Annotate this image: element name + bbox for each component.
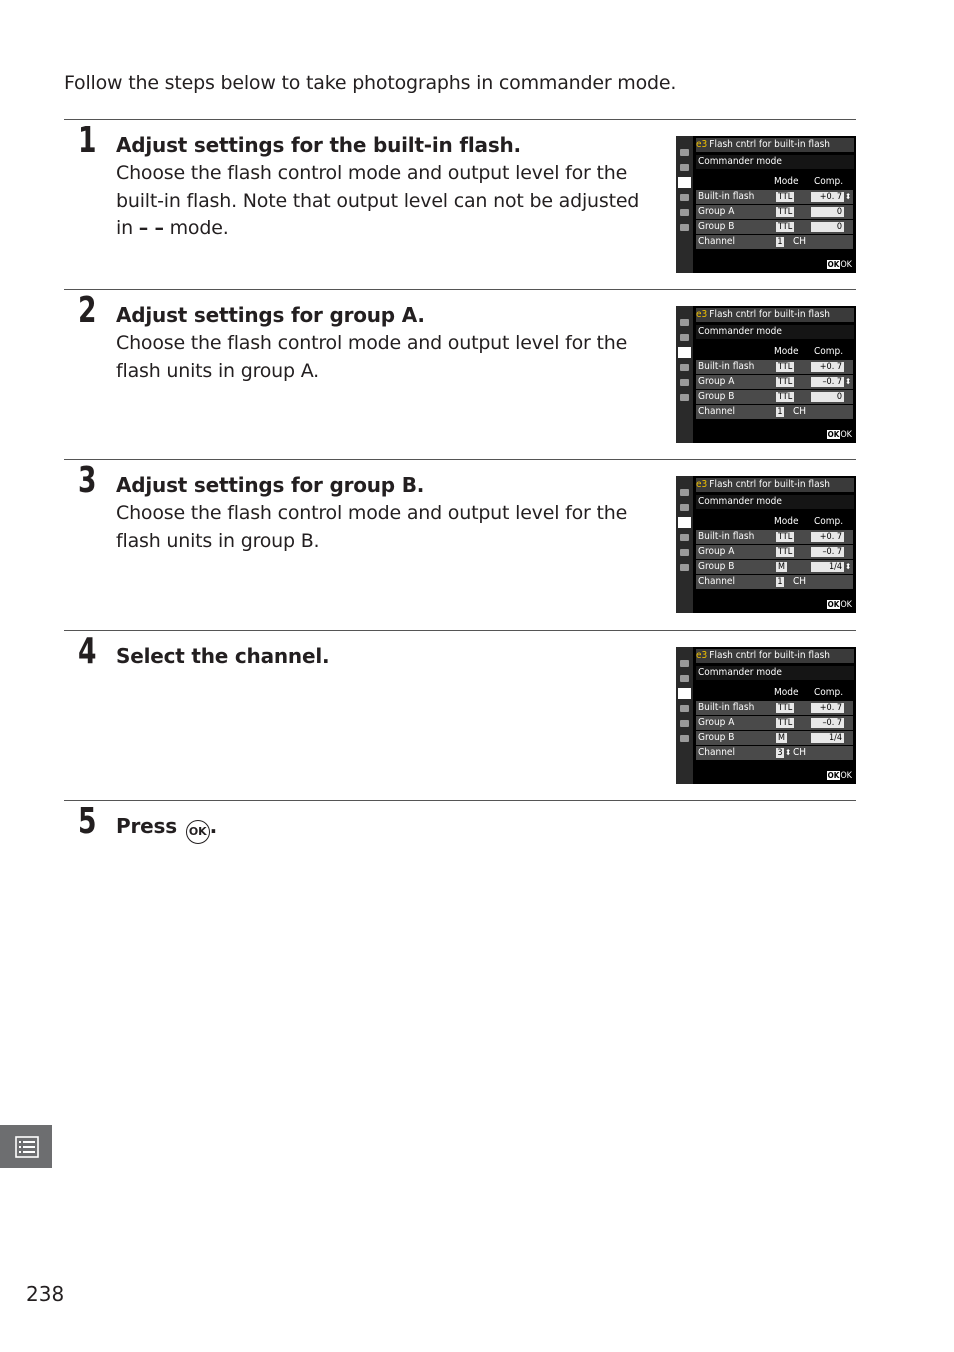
playback-menu-icon bbox=[680, 149, 689, 156]
row-label: Built-in flash bbox=[698, 361, 755, 372]
row-group-a bbox=[696, 545, 853, 559]
step-number: 3 bbox=[78, 460, 97, 501]
step-body-text-end: mode. bbox=[163, 217, 229, 239]
camera-screen bbox=[676, 306, 856, 443]
comp-value: –0. 7 bbox=[811, 377, 844, 387]
shooting-menu-icon bbox=[680, 504, 689, 511]
step-body: Choose the flash control mode and output level for the flash units in group B. bbox=[116, 502, 628, 552]
screen-header bbox=[696, 478, 854, 492]
menu-code: e3 bbox=[696, 309, 708, 320]
step-title: Select the channel. bbox=[116, 644, 330, 668]
row-label: Channel bbox=[698, 236, 735, 247]
comp-value: 0 bbox=[811, 222, 844, 232]
mode-value: TTL bbox=[778, 718, 793, 728]
up-down-arrow-icon: ⬍ bbox=[845, 192, 852, 201]
playback-menu-icon bbox=[680, 319, 689, 326]
retouch-menu-icon bbox=[680, 549, 689, 556]
step-number: 2 bbox=[78, 290, 97, 331]
row-label: Built-in flash bbox=[698, 531, 755, 542]
ok-hint bbox=[827, 429, 852, 441]
step-number: 4 bbox=[78, 631, 97, 672]
ok-hint bbox=[827, 770, 852, 782]
step-5 bbox=[64, 800, 856, 861]
channel-value: 1 bbox=[777, 577, 783, 587]
row-builtin bbox=[696, 530, 853, 544]
row-label: Channel bbox=[698, 406, 735, 417]
ok-hint bbox=[827, 599, 852, 611]
retouch-menu-icon bbox=[680, 379, 689, 386]
col-mode: Mode bbox=[774, 516, 799, 527]
mode-value: TTL bbox=[778, 362, 793, 372]
ok-label: OK bbox=[840, 260, 852, 270]
custom-settings-icon bbox=[678, 688, 691, 699]
comp-value: 1/4 bbox=[811, 562, 844, 572]
row-group-b bbox=[696, 560, 853, 574]
comp-value: 1/4 bbox=[811, 733, 844, 743]
col-mode: Mode bbox=[774, 176, 799, 187]
shooting-menu-icon bbox=[680, 675, 689, 682]
col-comp: Comp. bbox=[814, 687, 844, 698]
setup-menu-icon bbox=[680, 364, 689, 371]
camera-screen bbox=[676, 476, 856, 613]
ok-button-icon: OK bbox=[827, 260, 840, 269]
row-channel bbox=[696, 746, 853, 760]
row-label: Group A bbox=[698, 717, 735, 728]
row-label: Channel bbox=[698, 576, 735, 587]
mode-value: TTL bbox=[778, 392, 793, 402]
menu-list-icon bbox=[15, 1136, 39, 1158]
step-2 bbox=[64, 289, 856, 460]
intro-text: Follow the steps below to take photographs in commander mode. bbox=[64, 72, 677, 94]
custom-settings-icon bbox=[678, 517, 691, 528]
row-label: Group B bbox=[698, 391, 735, 402]
comp-value: 0 bbox=[811, 392, 844, 402]
my-menu-icon bbox=[680, 735, 689, 742]
ok-label: OK bbox=[840, 430, 852, 440]
screen-header bbox=[696, 308, 854, 322]
channel-value: 1 bbox=[777, 407, 783, 417]
row-group-b bbox=[696, 220, 853, 234]
row-label: Group A bbox=[698, 376, 735, 387]
ok-hint bbox=[827, 259, 852, 271]
comp-value: +0. 7 bbox=[811, 192, 844, 202]
row-label: Group B bbox=[698, 732, 735, 743]
up-down-arrow-icon: ⬍ bbox=[845, 562, 852, 571]
custom-settings-icon bbox=[678, 177, 691, 188]
ok-button-icon: OK bbox=[186, 820, 210, 844]
row-channel bbox=[696, 405, 853, 419]
menu-guide-tab bbox=[0, 1125, 52, 1168]
screen-subheader: Commander mode bbox=[696, 325, 854, 339]
screen-subheader: Commander mode bbox=[696, 155, 854, 169]
step-body-text: Choose the flash control mode and output level for the built-in flash. Note that output level can not be adjusted in bbox=[116, 162, 640, 239]
shooting-menu-icon bbox=[680, 164, 689, 171]
my-menu-icon bbox=[680, 564, 689, 571]
ok-label: OK bbox=[840, 771, 852, 781]
screen-header bbox=[696, 649, 854, 663]
retouch-menu-icon bbox=[680, 720, 689, 727]
step-body: Choose the flash control mode and output level for the flash units in group A. bbox=[116, 332, 628, 382]
shooting-menu-icon bbox=[680, 334, 689, 341]
mode-value: TTL bbox=[778, 547, 793, 557]
step-title: Adjust settings for group B. bbox=[116, 473, 425, 497]
camera-screen bbox=[676, 136, 856, 273]
camera-screen bbox=[676, 647, 856, 784]
row-builtin bbox=[696, 190, 853, 204]
comp-value: –0. 7 bbox=[811, 718, 844, 728]
step-title: Adjust settings for the built-in flash. bbox=[116, 133, 521, 157]
col-mode: Mode bbox=[774, 687, 799, 698]
row-channel bbox=[696, 575, 853, 589]
step-title-text: Press bbox=[116, 814, 184, 838]
mode-value: M bbox=[778, 562, 785, 572]
page-number: 238 bbox=[26, 1282, 65, 1306]
setup-menu-icon bbox=[680, 194, 689, 201]
mode-value: TTL bbox=[778, 192, 793, 202]
playback-menu-icon bbox=[680, 489, 689, 496]
col-comp: Comp. bbox=[814, 516, 844, 527]
channel-unit: CH bbox=[793, 236, 807, 247]
menu-code: e3 bbox=[696, 650, 708, 661]
row-builtin bbox=[696, 701, 853, 715]
mode-dashes: – – bbox=[138, 217, 164, 239]
col-mode: Mode bbox=[774, 346, 799, 357]
menu-sidebar bbox=[676, 647, 693, 784]
setup-menu-icon bbox=[680, 705, 689, 712]
header-text: Flash cntrl for built-in flash bbox=[709, 650, 830, 661]
row-group-a bbox=[696, 716, 853, 730]
step-number: 5 bbox=[78, 801, 97, 842]
mode-value: TTL bbox=[778, 532, 793, 542]
col-comp: Comp. bbox=[814, 176, 844, 187]
row-label: Channel bbox=[698, 747, 735, 758]
mode-value: TTL bbox=[778, 703, 793, 713]
comp-value: 0 bbox=[811, 207, 844, 217]
menu-code: e3 bbox=[696, 479, 708, 490]
row-label: Built-in flash bbox=[698, 702, 755, 713]
ok-label: OK bbox=[840, 600, 852, 610]
row-label: Group A bbox=[698, 206, 735, 217]
header-text: Flash cntrl for built-in flash bbox=[709, 309, 830, 320]
channel-unit: CH bbox=[793, 576, 807, 587]
channel-value: 3 bbox=[777, 748, 783, 758]
playback-menu-icon bbox=[680, 660, 689, 667]
step-4 bbox=[64, 630, 856, 801]
row-label: Group B bbox=[698, 561, 735, 572]
row-label: Group B bbox=[698, 221, 735, 232]
setup-menu-icon bbox=[680, 534, 689, 541]
step-title bbox=[116, 813, 217, 844]
mode-value: TTL bbox=[778, 377, 793, 387]
comp-value: +0. 7 bbox=[811, 532, 844, 542]
ok-button-icon: OK bbox=[827, 771, 840, 780]
comp-value: +0. 7 bbox=[811, 703, 844, 713]
row-group-a bbox=[696, 205, 853, 219]
custom-settings-icon bbox=[678, 347, 691, 358]
row-label: Built-in flash bbox=[698, 191, 755, 202]
comp-value: –0. 7 bbox=[811, 547, 844, 557]
menu-code: e3 bbox=[696, 139, 708, 150]
ok-button-icon: OK bbox=[827, 430, 840, 439]
step-number: 1 bbox=[78, 120, 97, 161]
channel-value: 1 bbox=[777, 237, 783, 247]
my-menu-icon bbox=[680, 224, 689, 231]
up-down-arrow-icon: ⬍ bbox=[845, 377, 852, 386]
up-down-arrow-icon: ⬍ bbox=[785, 748, 792, 757]
screen-subheader: Commander mode bbox=[696, 495, 854, 509]
row-channel bbox=[696, 235, 853, 249]
step-1 bbox=[64, 119, 856, 290]
header-text: Flash cntrl for built-in flash bbox=[709, 479, 830, 490]
retouch-menu-icon bbox=[680, 209, 689, 216]
step-title-end: . bbox=[209, 814, 218, 838]
mode-value: M bbox=[778, 733, 785, 743]
channel-unit: CH bbox=[793, 747, 807, 758]
row-group-b bbox=[696, 390, 853, 404]
row-builtin bbox=[696, 360, 853, 374]
step-body bbox=[116, 160, 656, 243]
menu-sidebar bbox=[676, 136, 693, 273]
mode-value: TTL bbox=[778, 207, 793, 217]
row-group-a bbox=[696, 375, 853, 389]
screen-subheader: Commander mode bbox=[696, 666, 854, 680]
ok-button-icon: OK bbox=[827, 600, 840, 609]
my-menu-icon bbox=[680, 394, 689, 401]
col-comp: Comp. bbox=[814, 346, 844, 357]
row-label: Group A bbox=[698, 546, 735, 557]
header-text: Flash cntrl for built-in flash bbox=[709, 139, 830, 150]
screen-header bbox=[696, 138, 854, 152]
menu-sidebar bbox=[676, 476, 693, 613]
step-title: Adjust settings for group A. bbox=[116, 303, 425, 327]
channel-unit: CH bbox=[793, 406, 807, 417]
menu-sidebar bbox=[676, 306, 693, 443]
step-3 bbox=[64, 459, 856, 630]
comp-value: +0. 7 bbox=[811, 362, 844, 372]
row-group-b bbox=[696, 731, 853, 745]
mode-value: TTL bbox=[778, 222, 793, 232]
